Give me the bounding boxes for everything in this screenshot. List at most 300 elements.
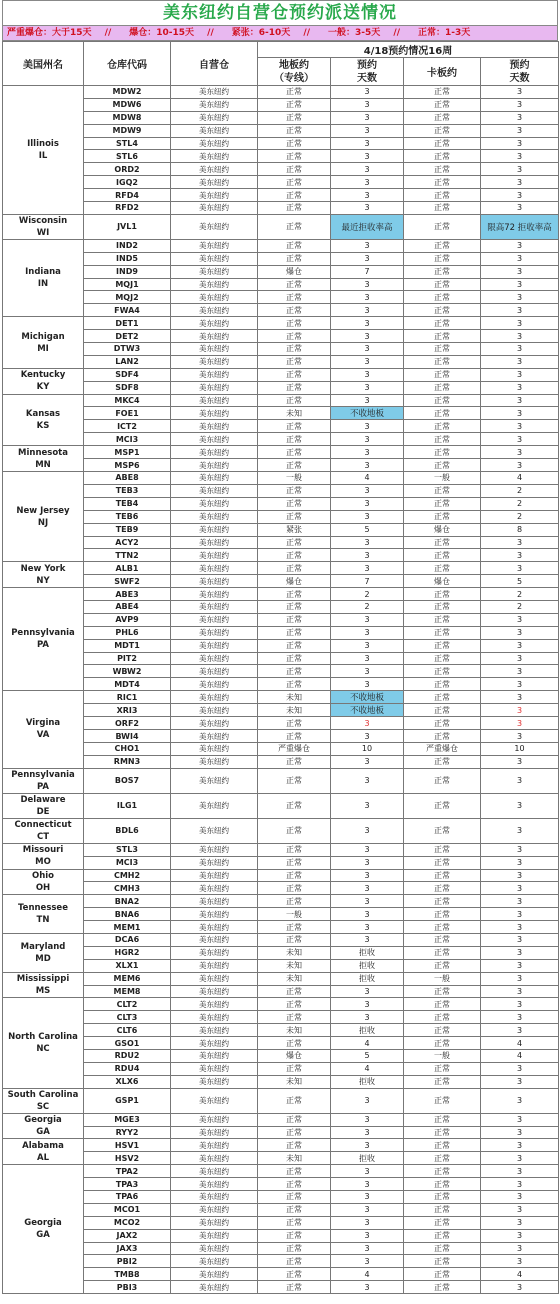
floor-days: 3 <box>331 549 404 562</box>
floor-days: 5 <box>331 1050 404 1063</box>
warehouse-code: HSV2 <box>84 1152 171 1165</box>
floor-status: 正常 <box>258 895 331 908</box>
pallet-days: 3 <box>481 407 559 420</box>
pallet-days: 3 <box>481 704 559 717</box>
floor-days: 3 <box>331 459 404 472</box>
pallet-days: 10 <box>481 742 559 755</box>
pallet-status: 正常 <box>404 381 481 394</box>
table-row <box>3 472 559 485</box>
self-warehouse: 美东纽约 <box>171 998 258 1011</box>
floor-days: 3 <box>331 1242 404 1255</box>
warehouse-code: XRI3 <box>84 704 171 717</box>
warehouse-code: PBI2 <box>84 1255 171 1268</box>
table-row <box>3 895 559 908</box>
warehouse-code: RMN3 <box>84 755 171 768</box>
self-warehouse: 美东纽约 <box>171 1203 258 1216</box>
warehouse-code: IND5 <box>84 252 171 265</box>
table-row <box>3 304 559 317</box>
pallet-days: 3 <box>481 1178 559 1191</box>
pallet-days: 3 <box>481 921 559 934</box>
pallet-days: 3 <box>481 202 559 215</box>
header-floor: 地板约 （专线） <box>258 58 331 86</box>
table-row <box>3 717 559 730</box>
self-warehouse: 美东纽约 <box>171 869 258 882</box>
table-row <box>3 1139 559 1152</box>
pallet-status: 正常 <box>404 933 481 946</box>
pallet-status: 正常 <box>404 856 481 869</box>
self-warehouse: 美东纽约 <box>171 1011 258 1024</box>
pallet-days: 3 <box>481 446 559 459</box>
floor-days: 3 <box>331 626 404 639</box>
pallet-status: 正常 <box>404 265 481 278</box>
pallet-status: 正常 <box>404 1255 481 1268</box>
table-row <box>3 252 559 265</box>
floor-status: 正常 <box>258 1062 331 1075</box>
warehouse-code: MDW6 <box>84 98 171 111</box>
warehouse-code: ORF2 <box>84 717 171 730</box>
table-row <box>3 1126 559 1139</box>
floor-status: 正常 <box>258 111 331 124</box>
floor-days: 3 <box>331 202 404 215</box>
pallet-days: 3 <box>481 1113 559 1126</box>
self-warehouse: 美东纽约 <box>171 176 258 189</box>
self-warehouse: 美东纽约 <box>171 755 258 768</box>
self-warehouse: 美东纽约 <box>171 691 258 704</box>
self-warehouse: 美东纽约 <box>171 330 258 343</box>
floor-status: 爆仓 <box>258 265 331 278</box>
pallet-days: 3 <box>481 933 559 946</box>
pallet-days: 3 <box>481 985 559 998</box>
pallet-days: 3 <box>481 330 559 343</box>
pallet-days: 3 <box>481 291 559 304</box>
table-row <box>3 959 559 972</box>
pallet-status: 正常 <box>404 768 481 793</box>
floor-status: 未知 <box>258 407 331 420</box>
floor-days: 3 <box>331 678 404 691</box>
pallet-days: 3 <box>481 278 559 291</box>
warehouse-code: RDU4 <box>84 1062 171 1075</box>
pallet-status: 正常 <box>404 1216 481 1229</box>
schedule-table <box>2 41 559 1294</box>
floor-status: 正常 <box>258 252 331 265</box>
floor-status: 正常 <box>258 497 331 510</box>
warehouse-code: HGR2 <box>84 946 171 959</box>
state-name: Virgina VA <box>3 691 84 769</box>
pallet-days: 3 <box>481 843 559 856</box>
self-warehouse: 美东纽约 <box>171 202 258 215</box>
floor-days: 3 <box>331 124 404 137</box>
floor-status: 正常 <box>258 1191 331 1204</box>
table-row <box>3 1011 559 1024</box>
self-warehouse: 美东纽约 <box>171 933 258 946</box>
pallet-status: 正常 <box>404 1203 481 1216</box>
self-warehouse: 美东纽约 <box>171 510 258 523</box>
pallet-status: 正常 <box>404 1062 481 1075</box>
pallet-status: 正常 <box>404 921 481 934</box>
pallet-status: 正常 <box>404 304 481 317</box>
floor-status: 正常 <box>258 124 331 137</box>
floor-status: 正常 <box>258 755 331 768</box>
floor-status: 正常 <box>258 1011 331 1024</box>
header-code: 仓库代码 <box>84 42 171 86</box>
pallet-status: 正常 <box>404 1011 481 1024</box>
warehouse-code: CHO1 <box>84 742 171 755</box>
floor-status: 正常 <box>258 639 331 652</box>
pallet-status: 严重爆仓 <box>404 742 481 755</box>
warehouse-code: SWF2 <box>84 575 171 588</box>
self-warehouse: 美东纽约 <box>171 1088 258 1113</box>
warehouse-code: PIT2 <box>84 652 171 665</box>
floor-status: 未知 <box>258 1152 331 1165</box>
floor-days: 3 <box>331 818 404 843</box>
pallet-status: 正常 <box>404 278 481 291</box>
warehouse-code: MCI3 <box>84 856 171 869</box>
pallet-status: 正常 <box>404 1178 481 1191</box>
self-warehouse: 美东纽约 <box>171 265 258 278</box>
floor-status: 正常 <box>258 304 331 317</box>
floor-status: 正常 <box>258 381 331 394</box>
header-pallet-days: 预约 天数 <box>481 58 559 86</box>
table-row <box>3 239 559 252</box>
legend-item: 严重爆仓：大于15天 <box>7 28 92 38</box>
table-row <box>3 972 559 985</box>
floor-status: 未知 <box>258 704 331 717</box>
table-row <box>3 484 559 497</box>
warehouse-code: MKC4 <box>84 394 171 407</box>
floor-days: 不收地板 <box>331 691 404 704</box>
pallet-status: 正常 <box>404 998 481 1011</box>
pallet-days: 3 <box>481 626 559 639</box>
table-row <box>3 946 559 959</box>
pallet-days: 3 <box>481 818 559 843</box>
floor-status: 正常 <box>258 536 331 549</box>
pallet-days: 3 <box>481 972 559 985</box>
pallet-days: 2 <box>481 497 559 510</box>
floor-status: 未知 <box>258 1075 331 1088</box>
floor-status: 正常 <box>258 600 331 613</box>
self-warehouse: 美东纽约 <box>171 163 258 176</box>
legend-item: // 爆仓：10-15天 <box>104 28 195 38</box>
pallet-days: 3 <box>481 176 559 189</box>
floor-status: 未知 <box>258 946 331 959</box>
warehouse-code: FOE1 <box>84 407 171 420</box>
warehouse-code: RIC1 <box>84 691 171 704</box>
pallet-days: 3 <box>481 317 559 330</box>
state-name: Connecticut CT <box>3 818 84 843</box>
floor-days: 3 <box>331 343 404 356</box>
floor-days: 3 <box>331 717 404 730</box>
pallet-days: 3 <box>481 1126 559 1139</box>
floor-days: 2 <box>331 588 404 601</box>
pallet-status: 正常 <box>404 1229 481 1242</box>
pallet-days: 3 <box>481 368 559 381</box>
pallet-days: 3 <box>481 420 559 433</box>
warehouse-code: JAX2 <box>84 1229 171 1242</box>
state-name: Illinois IL <box>3 86 84 215</box>
floor-status: 未知 <box>258 1024 331 1037</box>
state-name: Mississippi MS <box>3 972 84 998</box>
pallet-days: 3 <box>481 768 559 793</box>
table-row <box>3 394 559 407</box>
pallet-status: 正常 <box>404 946 481 959</box>
floor-days: 3 <box>331 908 404 921</box>
pallet-status: 正常 <box>404 86 481 99</box>
pallet-days: 3 <box>481 691 559 704</box>
pallet-status: 正常 <box>404 239 481 252</box>
self-warehouse: 美东纽约 <box>171 1191 258 1204</box>
table-row <box>3 652 559 665</box>
warehouse-code: LAN2 <box>84 355 171 368</box>
floor-status: 正常 <box>258 330 331 343</box>
pallet-days: 3 <box>481 1152 559 1165</box>
warehouse-code: MDW8 <box>84 111 171 124</box>
self-warehouse: 美东纽约 <box>171 484 258 497</box>
state-name: Minnesota MN <box>3 446 84 472</box>
pallet-status: 正常 <box>404 536 481 549</box>
self-warehouse: 美东纽约 <box>171 124 258 137</box>
warehouse-code: STL4 <box>84 137 171 150</box>
table-row <box>3 98 559 111</box>
header-week: 4/18预约情况16周 <box>258 42 559 58</box>
state-name: New Jersey NJ <box>3 472 84 562</box>
pallet-days: 3 <box>481 111 559 124</box>
self-warehouse: 美东纽约 <box>171 317 258 330</box>
warehouse-code: XLX6 <box>84 1075 171 1088</box>
floor-status: 正常 <box>258 613 331 626</box>
self-warehouse: 美东纽约 <box>171 921 258 934</box>
floor-status: 正常 <box>258 317 331 330</box>
floor-status: 一般 <box>258 908 331 921</box>
floor-status: 正常 <box>258 446 331 459</box>
table-row <box>3 549 559 562</box>
floor-status: 正常 <box>258 202 331 215</box>
table-row <box>3 1050 559 1063</box>
table-row <box>3 368 559 381</box>
floor-status: 正常 <box>258 137 331 150</box>
floor-status: 正常 <box>258 793 331 818</box>
floor-days: 3 <box>331 150 404 163</box>
table-row <box>3 86 559 99</box>
header-state: 美国州名 <box>3 42 84 86</box>
pallet-days: 3 <box>481 124 559 137</box>
floor-status: 未知 <box>258 959 331 972</box>
state-name: Pennsylvania PA <box>3 588 84 691</box>
floor-status: 正常 <box>258 562 331 575</box>
self-warehouse: 美东纽约 <box>171 1037 258 1050</box>
pallet-status: 正常 <box>404 869 481 882</box>
pallet-status: 正常 <box>404 626 481 639</box>
pallet-status: 一般 <box>404 972 481 985</box>
floor-days: 3 <box>331 304 404 317</box>
pallet-status: 正常 <box>404 1242 481 1255</box>
self-warehouse: 美东纽约 <box>171 626 258 639</box>
pallet-status: 正常 <box>404 176 481 189</box>
floor-status: 正常 <box>258 1268 331 1281</box>
floor-days: 3 <box>331 394 404 407</box>
floor-days: 不收地板 <box>331 704 404 717</box>
table-row <box>3 1088 559 1113</box>
floor-status: 正常 <box>258 921 331 934</box>
floor-days: 3 <box>331 189 404 202</box>
pallet-days: 2 <box>481 484 559 497</box>
floor-days: 拒收 <box>331 972 404 985</box>
floor-days: 3 <box>331 895 404 908</box>
pallet-days: 3 <box>481 265 559 278</box>
pallet-days: 3 <box>481 355 559 368</box>
warehouse-code: MCO1 <box>84 1203 171 1216</box>
table-row <box>3 214 559 239</box>
floor-days: 3 <box>331 1165 404 1178</box>
pallet-days: 3 <box>481 137 559 150</box>
floor-days: 3 <box>331 998 404 1011</box>
self-warehouse: 美东纽约 <box>171 98 258 111</box>
self-warehouse: 美东纽约 <box>171 549 258 562</box>
floor-days: 3 <box>331 1203 404 1216</box>
self-warehouse: 美东纽约 <box>171 1062 258 1075</box>
table-row <box>3 704 559 717</box>
pallet-days: 3 <box>481 304 559 317</box>
pallet-days: 3 <box>481 639 559 652</box>
floor-status: 正常 <box>258 163 331 176</box>
table-row <box>3 843 559 856</box>
pallet-status: 正常 <box>404 908 481 921</box>
pallet-status: 爆仓 <box>404 575 481 588</box>
pallet-status: 正常 <box>404 562 481 575</box>
pallet-status: 正常 <box>404 137 481 150</box>
pallet-status: 正常 <box>404 613 481 626</box>
floor-status: 正常 <box>258 985 331 998</box>
floor-days: 3 <box>331 420 404 433</box>
state-name: Delaware DE <box>3 793 84 818</box>
self-warehouse: 美东纽约 <box>171 381 258 394</box>
pallet-days: 3 <box>481 394 559 407</box>
table-row <box>3 1165 559 1178</box>
floor-status: 正常 <box>258 549 331 562</box>
warehouse-code: RDU2 <box>84 1050 171 1063</box>
warehouse-code: STL6 <box>84 150 171 163</box>
warehouse-code: ABE4 <box>84 600 171 613</box>
table-row <box>3 536 559 549</box>
floor-status: 正常 <box>258 818 331 843</box>
floor-status: 正常 <box>258 394 331 407</box>
state-name: New York NY <box>3 562 84 588</box>
self-warehouse: 美东纽约 <box>171 613 258 626</box>
floor-days: 3 <box>331 1088 404 1113</box>
self-warehouse: 美东纽约 <box>171 588 258 601</box>
warehouse-code: GSO1 <box>84 1037 171 1050</box>
header-floor-days: 预约 天数 <box>331 58 404 86</box>
floor-days: 3 <box>331 1281 404 1294</box>
self-warehouse: 美东纽约 <box>171 1178 258 1191</box>
pallet-status: 正常 <box>404 1037 481 1050</box>
state-name: Georgia GA <box>3 1165 84 1294</box>
table-row <box>3 1216 559 1229</box>
pallet-days: 3 <box>481 882 559 895</box>
table-row <box>3 1255 559 1268</box>
self-warehouse: 美东纽约 <box>171 137 258 150</box>
floor-days: 3 <box>331 933 404 946</box>
table-row <box>3 856 559 869</box>
self-warehouse: 美东纽约 <box>171 1229 258 1242</box>
warehouse-code: DET1 <box>84 317 171 330</box>
floor-days: 3 <box>331 497 404 510</box>
table-row <box>3 111 559 124</box>
warehouse-code: DET2 <box>84 330 171 343</box>
self-warehouse: 美东纽约 <box>171 446 258 459</box>
warehouse-code: XLX1 <box>84 959 171 972</box>
pallet-days: 3 <box>481 1216 559 1229</box>
self-warehouse: 美东纽约 <box>171 908 258 921</box>
floor-days: 3 <box>331 639 404 652</box>
self-warehouse: 美东纽约 <box>171 420 258 433</box>
table-row <box>3 1203 559 1216</box>
pallet-status: 正常 <box>404 497 481 510</box>
table-row <box>3 202 559 215</box>
floor-days: 3 <box>331 381 404 394</box>
table-row <box>3 933 559 946</box>
floor-status: 正常 <box>258 1139 331 1152</box>
table-row <box>3 1191 559 1204</box>
pallet-days: 3 <box>481 1024 559 1037</box>
pallet-status: 正常 <box>404 843 481 856</box>
pallet-days: 3 <box>481 1165 559 1178</box>
floor-status: 正常 <box>258 1165 331 1178</box>
self-warehouse: 美东纽约 <box>171 652 258 665</box>
warehouse-code: PBI3 <box>84 1281 171 1294</box>
warehouse-code: ILG1 <box>84 793 171 818</box>
floor-days: 3 <box>331 433 404 446</box>
table-row <box>3 742 559 755</box>
warehouse-code: MSP6 <box>84 459 171 472</box>
warehouse-code: ORD2 <box>84 163 171 176</box>
pallet-status: 正常 <box>404 459 481 472</box>
warehouse-code: TMB8 <box>84 1268 171 1281</box>
floor-status: 正常 <box>258 368 331 381</box>
self-warehouse: 美东纽约 <box>171 843 258 856</box>
pallet-days: 3 <box>481 652 559 665</box>
self-warehouse: 美东纽约 <box>171 818 258 843</box>
self-warehouse: 美东纽约 <box>171 1024 258 1037</box>
self-warehouse: 美东纽约 <box>171 1126 258 1139</box>
pallet-status: 正常 <box>404 510 481 523</box>
floor-days: 3 <box>331 163 404 176</box>
pallet-status: 正常 <box>404 717 481 730</box>
floor-days: 不收地板 <box>331 407 404 420</box>
floor-days: 3 <box>331 1178 404 1191</box>
floor-status: 正常 <box>258 856 331 869</box>
self-warehouse: 美东纽约 <box>171 472 258 485</box>
pallet-days: 2 <box>481 510 559 523</box>
table-row <box>3 459 559 472</box>
pallet-status: 正常 <box>404 484 481 497</box>
table-row <box>3 1268 559 1281</box>
floor-status: 紧张 <box>258 523 331 536</box>
table-row <box>3 768 559 793</box>
warehouse-code: AVP9 <box>84 613 171 626</box>
warehouse-code: CLT3 <box>84 1011 171 1024</box>
pallet-days: 3 <box>481 549 559 562</box>
floor-status: 正常 <box>258 291 331 304</box>
floor-status: 正常 <box>258 588 331 601</box>
floor-status: 正常 <box>258 730 331 743</box>
legend-item: // 紧张：6-10天 <box>207 28 291 38</box>
table-row <box>3 420 559 433</box>
warehouse-code: RFD4 <box>84 189 171 202</box>
pallet-days: 3 <box>481 1242 559 1255</box>
self-warehouse: 美东纽约 <box>171 355 258 368</box>
warehouse-code: HSV1 <box>84 1139 171 1152</box>
warehouse-code: IND2 <box>84 239 171 252</box>
